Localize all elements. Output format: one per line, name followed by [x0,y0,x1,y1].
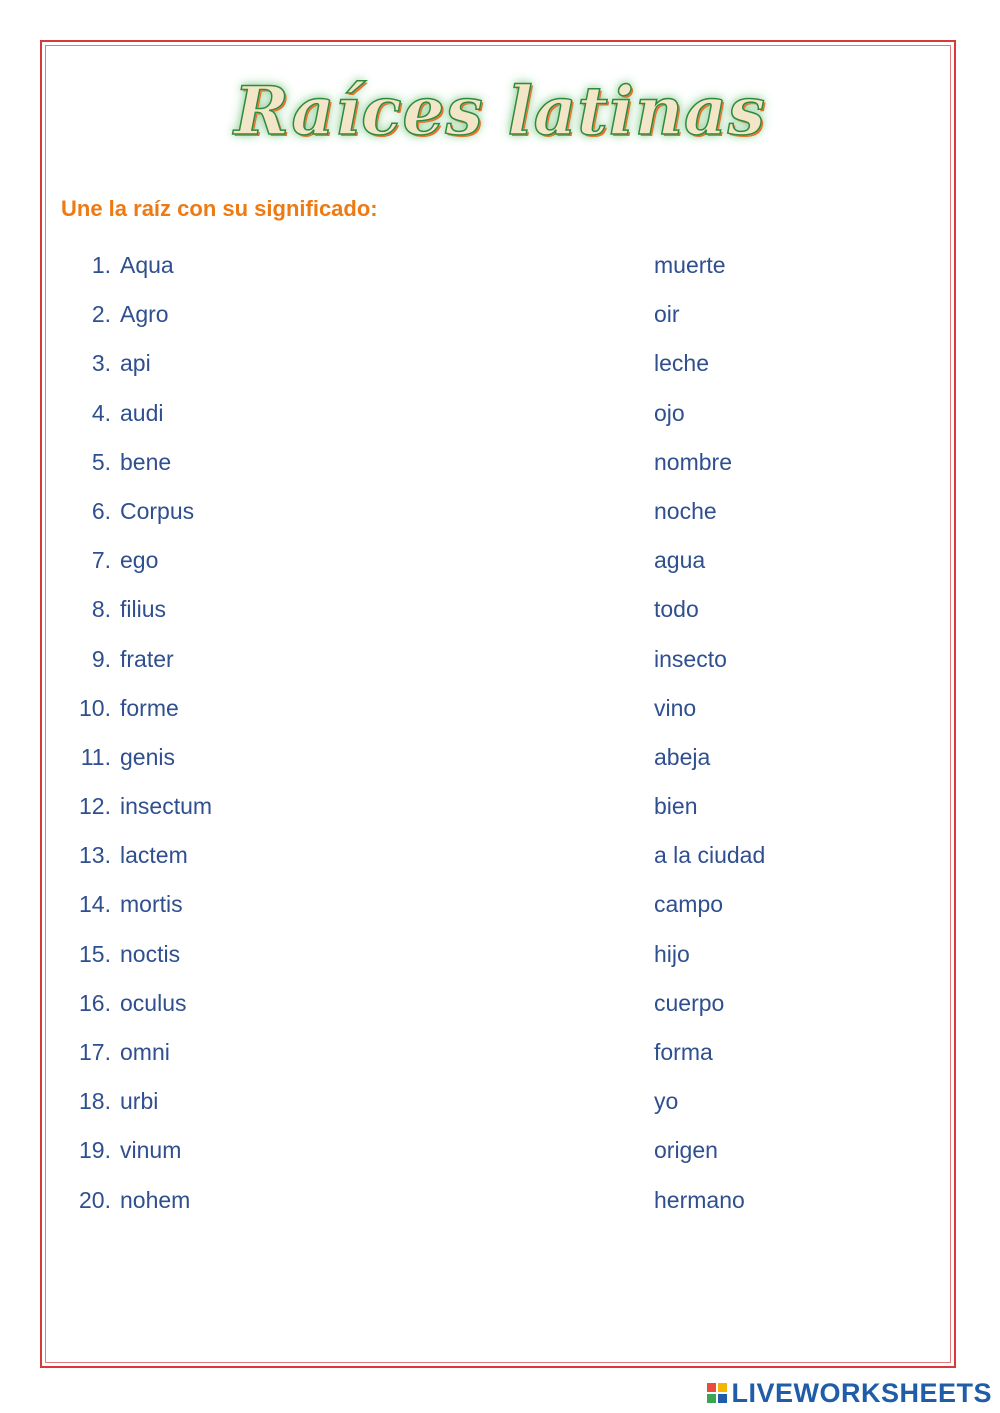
root-item [60,250,212,299]
meaning-item: bien [654,793,698,820]
root-item [60,348,212,397]
root-item [60,840,212,889]
meaning-item: cuerpo [654,989,725,1016]
root-text: forme [120,694,179,721]
root-number: 1. [91,252,111,278]
root-number: 12. [79,793,111,820]
meaning-item: nombre [654,448,732,475]
root-number: 16. [79,989,111,1016]
meaning-item: muerte [654,252,726,278]
meaning-item: hijo [654,940,690,967]
meaning-item: vino [654,694,697,721]
liveworksheets-logo-icon [707,1383,727,1403]
root-text: Agro [120,301,169,328]
root-item [60,447,212,496]
root-text: frater [120,645,174,672]
root-text: noctis [120,940,181,967]
root-item [60,594,212,643]
root-text: oculus [120,989,187,1016]
meaning-item: yo [654,1088,679,1115]
root-text: ego [120,547,159,574]
root-item [60,1037,212,1086]
root-text: api [120,350,151,377]
root-number: 19. [79,1137,111,1164]
root-text: genis [120,743,175,770]
root-item [60,791,212,840]
root-number: 14. [79,891,111,918]
meaning-item: abeja [654,743,711,770]
root-item [60,693,212,742]
root-item [60,1185,212,1234]
root-text: Aqua [120,252,174,278]
root-text: lactem [120,842,188,869]
roots-list [60,250,212,1234]
meaning-item: ojo [654,399,685,426]
root-text: mortis [120,891,183,918]
meaning-item: todo [654,596,699,623]
root-item [60,496,212,545]
root-text: Corpus [120,497,195,524]
root-number: 13. [79,842,111,869]
root-number: 10. [79,694,111,721]
root-number: 8. [91,596,111,623]
meaning-item: origen [654,1137,718,1164]
root-item [60,545,212,594]
root-number: 9. [91,645,111,672]
root-number: 18. [79,1088,111,1115]
root-number: 2. [91,301,111,328]
root-item [60,939,212,988]
meaning-item: a la ciudad [654,842,766,869]
root-number: 11. [80,743,111,770]
root-number: 15. [79,940,111,967]
root-text: insectum [120,793,213,820]
root-number: 5. [91,448,111,475]
meaning-item: insecto [654,645,727,672]
root-text: nohem [120,1186,191,1213]
root-number: 7. [91,547,111,574]
worksheet-title: Raíces latinas [234,72,766,150]
root-item [60,398,212,447]
liveworksheets-logo [707,1379,992,1407]
root-item [60,299,212,348]
root-number: 17. [79,1039,111,1065]
meaning-item: forma [654,1039,713,1065]
root-number: 3. [91,350,111,377]
root-number: 6. [91,497,111,524]
root-number: 4. [91,399,111,426]
root-text: audi [120,399,164,426]
meaning-item: noche [654,497,717,524]
root-text: filius [120,596,167,623]
meaning-item: oir [654,301,680,328]
root-text: vinum [120,1137,182,1164]
root-text: omni [120,1039,170,1065]
logo-text: LIVEWORKSHEETS [731,1377,992,1408]
meaning-item: leche [654,350,709,377]
meaning-item: agua [654,547,706,574]
root-item [60,889,212,938]
root-item [60,644,212,693]
root-text: bene [120,448,172,475]
root-number: 20. [79,1186,111,1213]
instruction-text: Une la raíz con su significado: [61,196,378,221]
root-item [60,1086,212,1135]
meaning-item: campo [654,891,724,918]
meaning-item: hermano [654,1186,745,1213]
meanings-list [654,250,765,1234]
root-text: urbi [120,1088,159,1115]
root-item [60,1135,212,1184]
root-item [60,988,212,1037]
root-item [60,742,212,791]
